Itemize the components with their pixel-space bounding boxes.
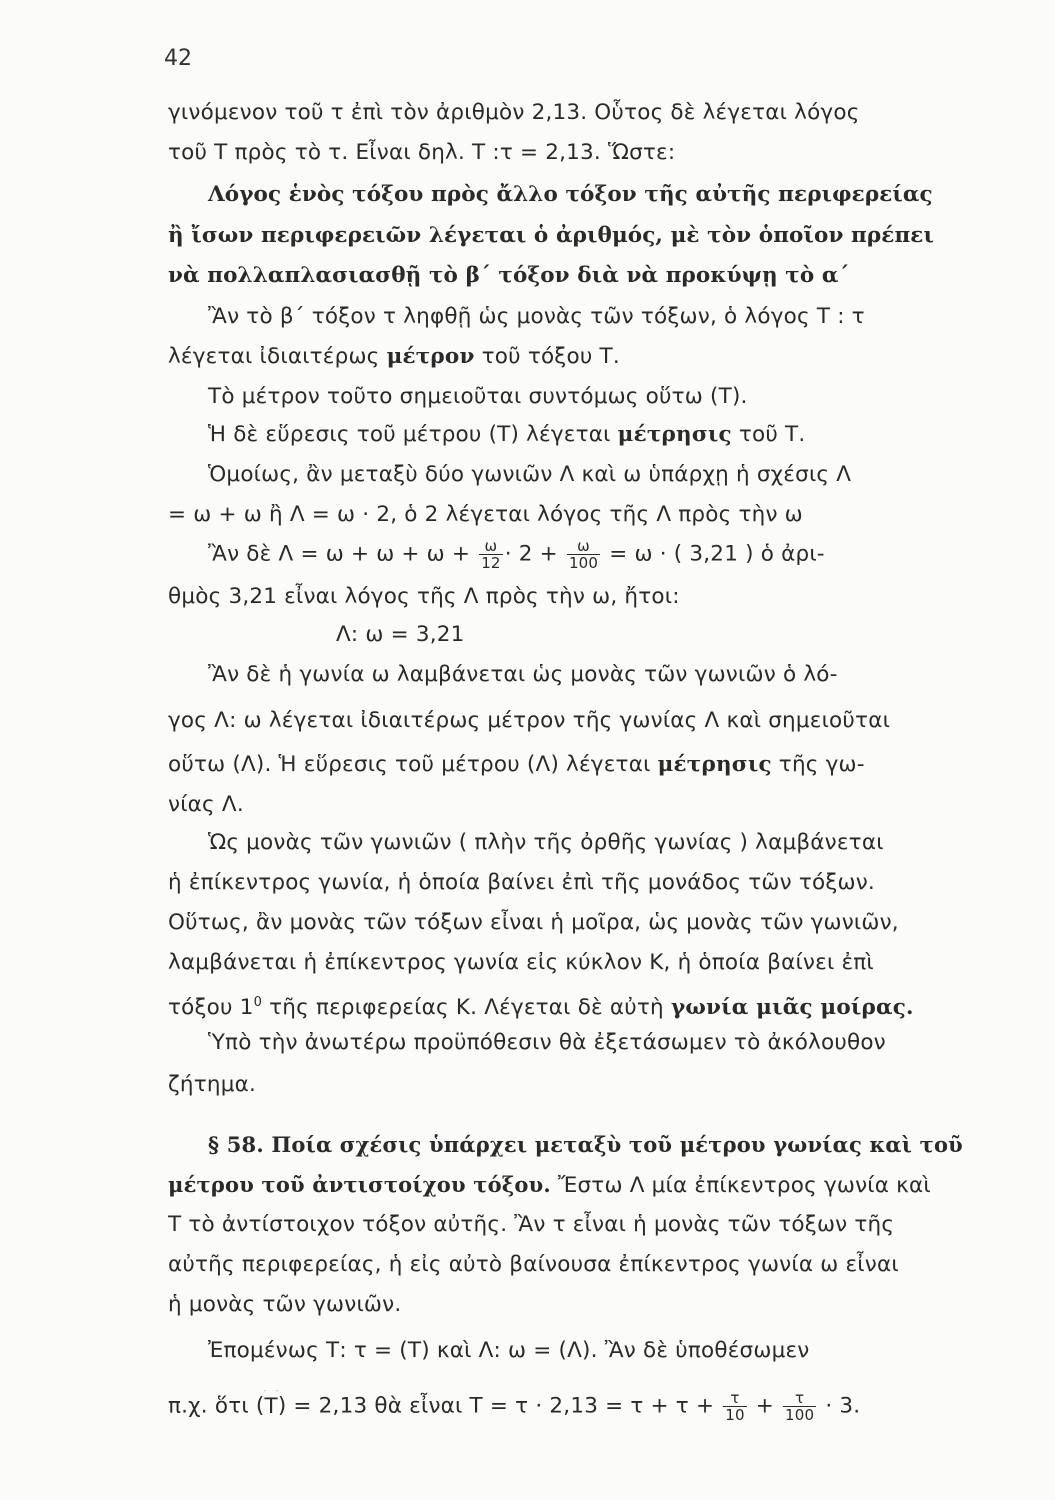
text-line: Οὕτως, ἂν μονὰς τῶν τόξων εἶναι ἡ μοῖρα, ὡς μονὰς τῶν γωνιῶν, (168, 910, 899, 935)
text-line: Τὸ μέτρον τοῦτο σημειοῦται συντόμως οὕτω (Τ). (168, 382, 1053, 412)
arc-symbol: Τ (326, 1336, 339, 1366)
text-line: ἡ ἐπίκεντρος γωνία, ἡ ὁποία βαίνει ἐπὶ τῆς μονάδος τῶν τόξων. (168, 870, 875, 895)
text-line: μέτρου τοῦ ἀντιστοίχου τόξου. Ἔστω Λ μία ἐπίκεντρος γωνία καὶ (168, 1172, 931, 1198)
angle-symbol: ω (244, 706, 262, 736)
section-title: μέτρου τοῦ ἀντιστοίχου τόξου. (168, 1172, 551, 1197)
text-line: οὕτω (Λ). Ἡ εὕρεσις τοῦ μέτρου (Λ) λέγεται μέτρησις τῆς γω- (168, 750, 1013, 780)
text-line: ζήτημα. (168, 1072, 256, 1097)
text-line: Τ τὸ ἀντίστοιχον τόξον αὐτῆς. Ἂν τ εἶναι ἡ μονὰς τῶν τόξων τῆς (168, 1212, 895, 1237)
text-line: Ὡς μονὰς τῶν γωνιῶν ( πλὴν τῆς ὀρθῆς γωνίας ) λαμβάνεται (208, 830, 884, 855)
equation-line: Λ: ω = 3,21 (336, 622, 465, 647)
angle-symbol: Λ (241, 750, 256, 780)
angle-symbol: Λ (536, 750, 551, 780)
definition-line: νὰ πολλαπλασιασθῇ τὸ β΄ τόξον διὰ νὰ προκύψῃ τὸ α΄ (168, 263, 850, 288)
text-line: Ὑπὸ τὴν ἀνωτέρω προϋπόθεσιν θὰ ἐξετάσωμεν τὸ ἀκόλουθον (208, 1030, 886, 1055)
text-line: Ὁμοίως, ἂν μεταξὺ δύο γωνιῶν Λ καὶ ω ὑπάρχῃ ἡ σχέσις Λ (208, 462, 852, 487)
text-line: λέγεται ἰδιαιτέρως μέτρον τοῦ τόξου Τ. (168, 344, 620, 369)
term-metron: μέτρον (386, 344, 475, 369)
fraction: $\frac{\tau}{10}$ (725, 1390, 745, 1423)
text-line: Ἡ δὲ εὕρεσις τοῦ μέτρου (Τ) λέγεται μέτρησις τοῦ Τ. (168, 420, 1053, 450)
arc-symbol: Τ (264, 1392, 277, 1422)
text-line: νίας Λ. (168, 792, 244, 817)
text-line: Ἂν δὲ ἡ γωνία ω λαμβάνεται ὡς μονὰς τῶν γωνιῶν ὁ λό- (208, 662, 838, 687)
arc-symbol: Τ (497, 420, 510, 450)
text-line: γινόμενον τοῦ τ ἐπὶ τὸν ἀριθμὸν 2,13. Οὗτος δὲ λέγεται λόγος (168, 100, 860, 125)
fraction: $\frac{\omega}{12}$ (481, 538, 501, 571)
angle-symbol: ω (508, 1336, 526, 1366)
text-line: αὐτῆς περιφερείας, ἡ εἰς αὐτὸ βαίνουσα ἐπίκεντρος γωνία ω εἶναι (168, 1252, 899, 1277)
text-line: γος Λ: ω λέγεται ἰδιαιτέρως μέτρον τῆς γωνίας Λ καὶ σημειοῦται (168, 706, 1013, 736)
term-metrisis: μέτρησις (657, 752, 772, 777)
definition-line: Λόγος ἑνὸς τόξου πρὸς ἄλλο τόξον τῆς αὐτῆς περιφερείας (208, 182, 933, 207)
equation-line: Ἂν δὲ Λ = ω + ω + ω + $\frac{\omega}{12}$ · 2 + $\frac{\omega}{100}$ = ω · ( 3,21 ) ὁ ἀρι- (208, 538, 825, 571)
term-degree-angle: γωνία μιᾶς μοίρας. (670, 995, 914, 1021)
equation-line: Ἐπομένως Τ: τ = (Τ) καὶ Λ: ω = (Λ). Ἂν δὲ ὑποθέσωμεν (168, 1336, 1053, 1366)
text-line: τόξου $1^0$ τῆς περιφερείας Κ. Λέγεται δὲ αὐτὴ γωνία μιᾶς μοίρας. (168, 995, 914, 1021)
angle-symbol: Λ (214, 706, 229, 736)
arc-symbol: Τ (408, 1336, 421, 1366)
fraction: $\frac{\tau}{100}$ (785, 1390, 815, 1423)
angle-symbol: Λ (479, 1336, 494, 1366)
definition-line: ἢ ἴσων περιφερειῶν λέγεται ὁ ἀριθμός, μὲ τὸν ὁποῖον πρέπει (168, 223, 934, 248)
text-line: Ἂν τὸ β΄ τόξον τ ληφθῇ ὡς μονὰς τῶν τόξων, ὁ λόγος Τ : τ (208, 304, 865, 329)
equation-line: π.χ. ὅτι (Τ) = 2,13 θὰ εἶναι Τ = τ · 2,13 = τ + τ + $\frac{\tau}{10}$ + $\frac{\tau}{100}$ · 3. (168, 1390, 861, 1423)
angle-symbol: Λ (567, 1336, 582, 1366)
text-line: θμὸς 3,21 εἶναι λόγος τῆς Λ πρὸς τὴν ω, ἤτοι: (168, 584, 680, 609)
arc-symbol: Τ (719, 382, 732, 412)
arc-symbol: τ (354, 1336, 367, 1366)
term-metrisis: μέτρησις (617, 422, 732, 447)
fraction: $\frac{\omega}{100}$ (568, 538, 599, 571)
text-line: τοῦ Τ πρὸς τὸ τ. Εἶναι δηλ. Τ :τ = 2,13. Ὥστε: (168, 140, 676, 165)
text-line: = ω + ω ἢ Λ = ω · 2, ὁ 2 λέγεται λόγος τῆς Λ πρὸς τὴν ω (168, 502, 803, 527)
text-line: λαμβάνεται ἡ ἐπίκεντρος γωνία εἰς κύκλον Κ, ἡ ὁποία βαίνει ἐπὶ (168, 950, 874, 975)
text-line: ἡ μονὰς τῶν γωνιῶν. (168, 1292, 402, 1317)
section-title: § 58. Ποία σχέσις ὑπάρχει μεταξὺ τοῦ μέτρου γωνίας καὶ τοῦ (208, 1132, 963, 1157)
page-number: 42 (164, 46, 192, 71)
